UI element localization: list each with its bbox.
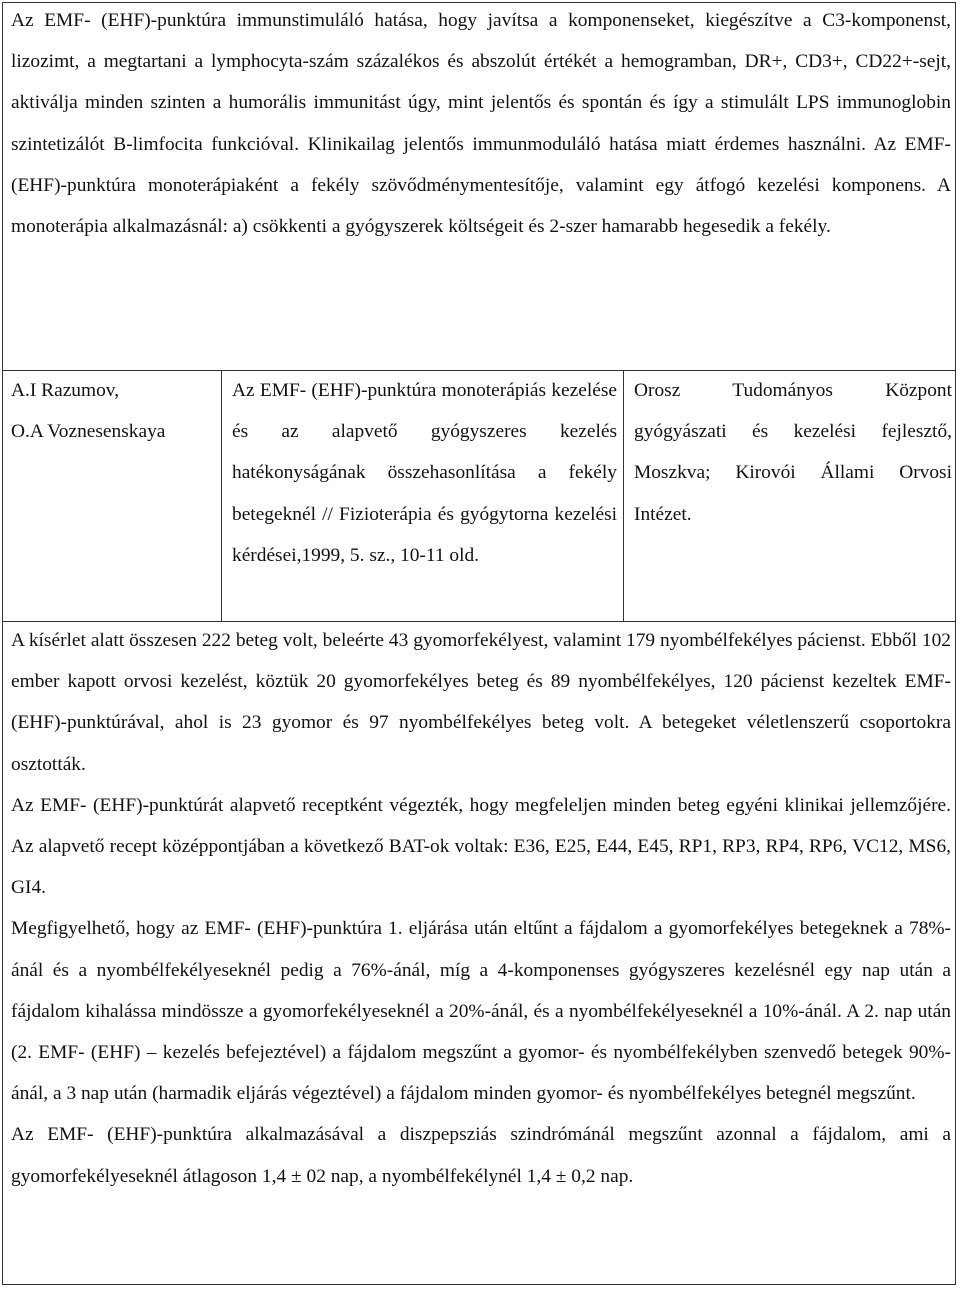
reference-title: Az EMF- (EHF)-punktúra monoterápiás kezelése és az alapvető gyógyszeres kezelés hatékonyságának összehasonlítása a fekély betegeknél // Fizioterápia és gyógytorna kezelési kérdései,1999, 5. sz., 10-11 old. [221, 370, 624, 622]
paragraph-dyspepsia: Az EMF- (EHF)-punktúra alkalmazásával a diszpepsziás szindrómánál megszűnt azonnal a fájdalom, ami a gyomorfekélyeseknél átlagoson 1,4 ± 02 nap, a nyombélfekélynél 1,4 ± 0,2 nap. [11, 1124, 951, 1187]
intro-paragraph: Az EMF- (EHF)-punktúra immunstimuláló hatása, hogy javítsa a komponenseket, kiegészítve a C3-komponenst, lizozimt, a megtartani a lymphocyta-szám százalékos és abszolút értékét a hemogramban, DR+, CD3+, CD22+-sejt, aktiválja minden szinten a humorális immunitást úgy, mint jelentős és spontán és így a stimulált LPS immunoglobin szintetizálót B-limfocita funkcióval. Klinikailag jelentős immunmoduláló hatása miatt érdemes használni. Az EMF- (EHF)-punktúra monoterápiaként a fekély szövődménymentesítője, valamint egy átfogó kezelési komponens. A monoterápia alkalmazásnál: a) csökkenti a gyógyszerek költségeit és 2-szer hamarabb hegesedik a fekély. [11, 10, 951, 238]
body-text [11, 620, 951, 1197]
reference-institution: Orosz Tudományos Központ gyógyászati és kezelési fejlesztő, Moszkva; Kirovói Állami Orvosi Intézet. [634, 380, 952, 525]
paragraph-study: A kísérlet alatt összesen 222 beteg volt, beleérte 43 gyomorfekélyest, valamint 179 nyombélfekélyes pácienst. Ebből 102 ember kapott orvosi kezelést, köztük 20 gyomorfekélyes beteg és 89 nyombélfekélyes, 120 pácienst kezeltek EMF- (EHF)-punktúrával, ahol is 23 gyomor és 97 nyombélfekélyes beteg volt. A betegeket véletlenszerű csoportokra osztották. [11, 630, 951, 775]
author-2: O.A Voznesenskaya [11, 421, 166, 443]
paragraph-results: Megfigyelhető, hogy az EMF- (EHF)-punktúra 1. eljárása után eltűnt a fájdalom a gyomorfekélyes betegeknek a 78%-ánál és a nyombélfekélyeseknél pedig a 76%-ánál, míg a 4-komponenses gyógyszeres kezelésnél egy nap után a fájdalom kihalássa mindössze a gyomorfekélyeseknél a 20%-ánál, és a nyombélfekélyeseknél a 10%-ánál. A 2. nap után (2. EMF- (EHF) – kezelés befejeztével) a fájdalom megszűnt a gyomor- és nyombélfekélyben szenvedő betegek 90%-ánál, a 3 nap után (harmadik eljárás végeztével) a fájdalom minden gyomor- és nyombélfekélyes betegnél megszűnt. [11, 918, 951, 1105]
reference-row [2, 370, 956, 622]
paragraph-recipe: Az EMF- (EHF)-punktúrát alapvető receptként végezték, hogy megfeleljen minden beteg egyéni klinikai jellemzőjére. Az alapvető recept középpontjában a következő BAT-ok voltak: E36, E25, E44, E45, RP1, RP3, RP4, RP6, VC12, MS6, GI4. [11, 794, 951, 899]
author-1: A.I Razumov, [11, 380, 120, 401]
reference-authors [11, 370, 221, 622]
